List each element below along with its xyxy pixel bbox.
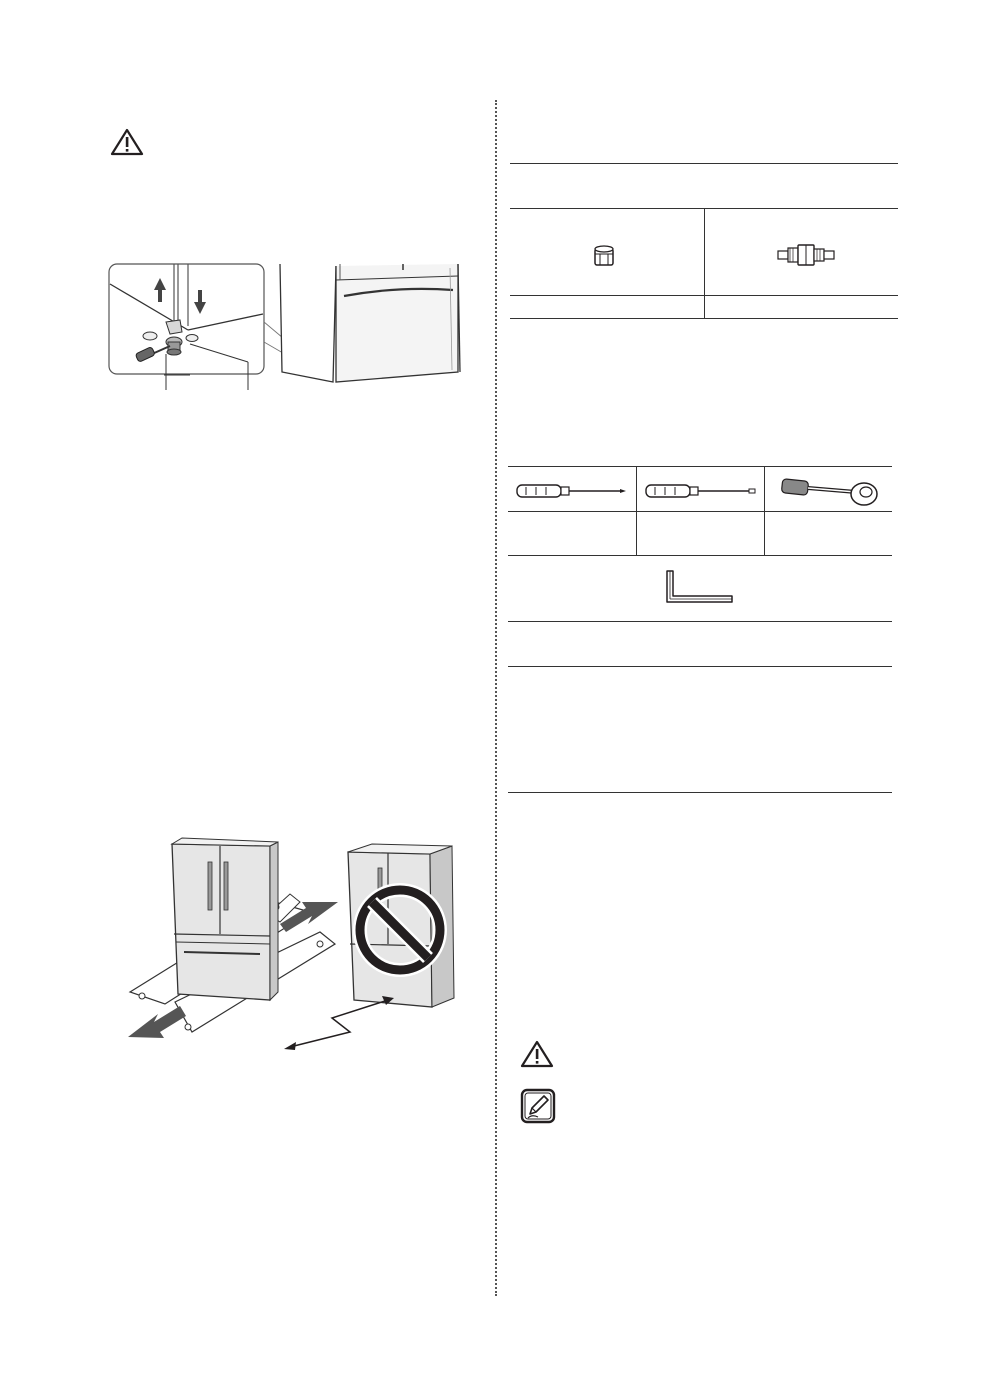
- socket-wrench-icon: [780, 474, 880, 508]
- warning-triangle-icon: [110, 128, 144, 156]
- fittings-table-row-rule: [510, 295, 898, 296]
- refrigerator-icon: [172, 838, 278, 1000]
- section-rule-2: [508, 792, 892, 793]
- flat-screwdriver-icon: [645, 482, 757, 500]
- tools-table-mid-rule: [508, 555, 892, 556]
- compression-nut-icon: [593, 244, 615, 270]
- section-rule-1: [508, 666, 892, 667]
- warning-triangle-icon: [520, 1040, 554, 1068]
- tools-table-bottom-rule: [508, 621, 892, 622]
- tools-table-top-rule: [508, 466, 892, 467]
- water-line-adapter-icon: [776, 242, 838, 268]
- zigzag-arrow-icon: [284, 996, 394, 1050]
- tools-table-row-rule: [508, 511, 892, 512]
- fittings-table-bottom-rule: [510, 318, 898, 319]
- phillips-screwdriver-icon: [516, 482, 628, 500]
- refrigerator-icon: [280, 264, 460, 382]
- allen-wrench-icon: [664, 569, 736, 605]
- column-divider: [495, 100, 497, 1296]
- leveling-figure: [108, 262, 468, 392]
- note-pencil-icon: [520, 1088, 556, 1124]
- fittings-table-top-rule: [510, 163, 898, 164]
- moving-figure: [120, 832, 470, 1062]
- fittings-table-col-rule: [704, 208, 705, 318]
